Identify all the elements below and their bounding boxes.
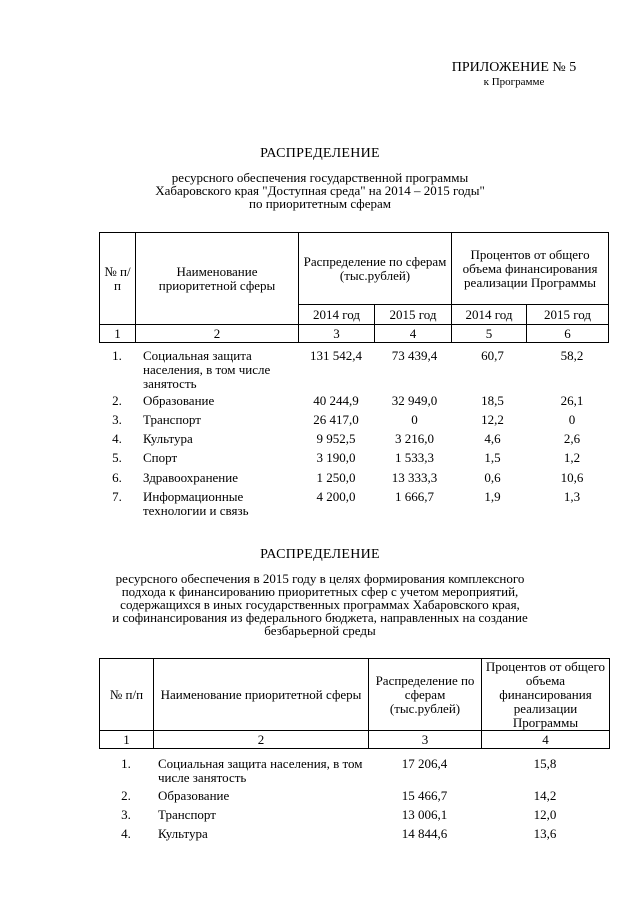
- s2-header-pct: Процентов от общего объема финансирования реализации Программы: [482, 659, 610, 731]
- row-p2014: 18,5: [481, 393, 504, 408]
- row-d2014: 3 190,0: [316, 450, 356, 465]
- row-p2015: 58,2: [560, 348, 584, 363]
- section1-heading-block: [0, 146, 640, 210]
- s1-colnum: 6: [527, 325, 609, 343]
- s2-colnum: 4: [482, 731, 610, 749]
- section2-heading: РАСПРЕДЕЛЕНИЕ: [260, 547, 380, 562]
- s1-colnum: 5: [452, 325, 527, 343]
- row-num: 4.: [112, 431, 122, 446]
- s1-header-y2015b: 2015 год: [527, 305, 609, 325]
- row-name: Культура: [143, 431, 193, 446]
- row-p2014: 1,5: [484, 450, 501, 465]
- s2-header-name: Наименование приоритетной сферы: [154, 659, 369, 731]
- row-d2015: 1 666,7: [395, 489, 434, 504]
- row-d2014: 26 417,0: [313, 412, 359, 427]
- row-num: 6.: [112, 470, 122, 485]
- row-p2015: 1,3: [563, 489, 581, 504]
- row-num: 5.: [112, 450, 122, 465]
- row-d2014: 40 244,9: [313, 393, 359, 408]
- row-d2015: 3 216,0: [395, 431, 434, 446]
- section2-subtitle-line: безбарьерной среды: [264, 623, 376, 638]
- annex-header: [444, 60, 584, 88]
- row-num: 1.: [121, 756, 131, 771]
- row-d2015: 32 949,0: [391, 393, 438, 408]
- section1-subtitle-line: Хабаровского края "Доступная среда" на 2014 – 2015 годы": [155, 183, 485, 198]
- row-p2015: 26,1: [560, 393, 584, 408]
- row-name: Транспорт: [158, 807, 216, 822]
- row-p2015: 0: [568, 412, 576, 427]
- row-dist: 13 006,1: [401, 807, 448, 822]
- s1-header-num: № п/п: [100, 233, 136, 325]
- section2-subtitle-line: содержащихся в иных государственных программах Хабаровского края,: [120, 597, 520, 612]
- section1-subtitle-line: по приоритетным сферам: [249, 196, 391, 211]
- section1-subtitle-line: ресурсного обеспечения государственной программы: [171, 170, 469, 185]
- row-d2014: 4 200,0: [316, 489, 356, 504]
- row-dist: 14 844,6: [401, 826, 448, 841]
- row-name: Спорт: [143, 450, 178, 465]
- row-d2014: 131 542,4: [310, 348, 362, 363]
- s1-header-y2015a: 2015 год: [375, 305, 452, 325]
- row-d2015: 13 333,3: [391, 470, 438, 485]
- row-pct: 14,2: [533, 788, 557, 803]
- row-p2014: 0,6: [484, 470, 501, 485]
- s2-colnum: 1: [100, 731, 154, 749]
- row-d2014: 9 952,5: [316, 431, 356, 446]
- row-num: 2.: [112, 393, 122, 408]
- s1-header-y2014a: 2014 год: [299, 305, 375, 325]
- row-num: 1.: [112, 348, 122, 363]
- s1-header-y2014b: 2014 год: [452, 305, 527, 325]
- row-name: Культура: [158, 826, 208, 841]
- row-d2015: 1 533,3: [395, 450, 434, 465]
- row-dist: 15 466,7: [401, 788, 448, 803]
- row-num: 4.: [121, 826, 131, 841]
- row-p2015: 1,2: [563, 450, 581, 465]
- row-num: 7.: [112, 489, 122, 504]
- row-p2014: 12,2: [481, 412, 504, 427]
- s1-colnum: 2: [136, 325, 299, 343]
- row-dist: 17 206,4: [401, 756, 448, 771]
- section2-subtitle-line: подхода к финансированию приоритетных сфер с учетом мероприятий,: [121, 584, 519, 599]
- row-name: Образование: [143, 393, 215, 408]
- row-d2014: 1 250,0: [316, 470, 356, 485]
- section1-table-header: [99, 232, 609, 343]
- row-num: 2.: [121, 788, 131, 803]
- s1-colnum: 4: [375, 325, 452, 343]
- row-p2015: 2,6: [563, 431, 581, 446]
- s1-header-name: Наименование приоритетной сферы: [136, 233, 299, 325]
- row-pct: 12,0: [533, 807, 557, 822]
- s1-header-pct: Процентов от общего объема финансирования реализации Программы: [452, 233, 609, 305]
- s1-colnum: 1: [100, 325, 136, 343]
- s1-header-dist: Распределение по сферам (тыс.рублей): [299, 233, 452, 305]
- row-num: 3.: [112, 412, 122, 427]
- s2-header-num: № п/п: [100, 659, 154, 731]
- row-name: Социальная защита населения, в том числе занятость: [143, 348, 271, 391]
- annex-title: ПРИЛОЖЕНИЕ № 5: [451, 60, 577, 75]
- section1-heading: РАСПРЕДЕЛЕНИЕ: [260, 146, 380, 161]
- row-name: Образование: [158, 788, 230, 803]
- row-d2015: 0: [411, 412, 418, 427]
- row-num: 3.: [121, 807, 131, 822]
- s1-colnum: 3: [299, 325, 375, 343]
- section2-table-header: [99, 658, 610, 749]
- row-p2014: 4,6: [484, 431, 501, 446]
- section2-subtitle-line: ресурсного обеспечения в 2015 году в целях формирования комплексного: [115, 571, 525, 586]
- row-name: Здравоохранение: [143, 470, 238, 485]
- row-p2015: 10,6: [560, 470, 584, 485]
- s2-colnum: 3: [369, 731, 482, 749]
- row-pct: 13,6: [533, 826, 557, 841]
- row-name: Социальная защита населения, в том числе занятость: [158, 756, 363, 785]
- row-name: Транспорт: [143, 412, 201, 427]
- row-p2014: 60,7: [481, 348, 504, 363]
- section2-heading-block: [0, 547, 640, 637]
- s2-header-dist: Распределение по сферам (тыс.рублей): [369, 659, 482, 731]
- s2-colnum: 2: [154, 731, 369, 749]
- annex-subtitle: к Программе: [483, 76, 545, 88]
- row-name: Информационные технологии и связь: [143, 489, 249, 518]
- row-d2015: 73 439,4: [391, 348, 438, 363]
- row-p2014: 1,9: [484, 489, 501, 504]
- section2-subtitle-line: и софинансирования из федерального бюджета, направленных на создание: [112, 610, 528, 625]
- row-pct: 15,8: [533, 756, 557, 771]
